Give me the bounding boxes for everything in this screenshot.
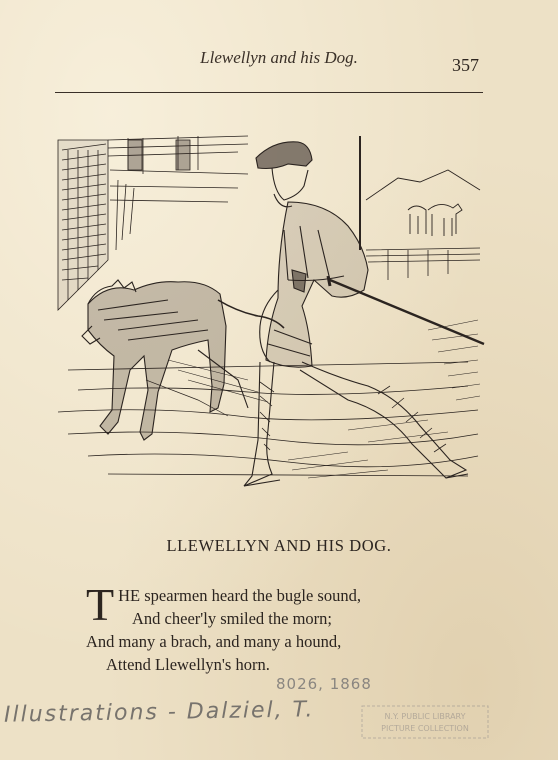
verse-line-4: Attend Llewellyn's horn. bbox=[106, 655, 270, 674]
library-stamp bbox=[360, 704, 490, 740]
verse-line-3: And many a brach, and many a hound, bbox=[86, 632, 342, 651]
shadow-hatching bbox=[288, 320, 480, 478]
svg-text:PICTURE COLLECTION: PICTURE COLLECTION bbox=[381, 724, 469, 733]
svg-text:N.Y. PUBLIC LIBRARY: N.Y. PUBLIC LIBRARY bbox=[384, 712, 466, 721]
header-rule bbox=[55, 92, 483, 93]
pencil-handwritten-note: Illustrations - Dalziel, T. bbox=[3, 697, 315, 728]
man-figure bbox=[244, 142, 484, 486]
verse-line-1: HE spearmen heard the bugle sound, bbox=[118, 586, 361, 605]
page-number: 357 bbox=[452, 55, 479, 75]
poem-title: LLEWELLYN AND HIS DOG. bbox=[166, 536, 392, 555]
dog-figure bbox=[82, 280, 284, 440]
pencil-accession-number: 8026, 1868 bbox=[276, 675, 372, 693]
dropcap-letter: T bbox=[86, 579, 115, 630]
poem-verse bbox=[86, 579, 466, 676]
engraving-illustration bbox=[48, 130, 488, 490]
running-head: Llewellyn and his Dog. bbox=[200, 48, 358, 67]
verse-line-2: And cheer'ly smiled the morn; bbox=[132, 609, 333, 628]
distant-horses bbox=[408, 204, 462, 236]
